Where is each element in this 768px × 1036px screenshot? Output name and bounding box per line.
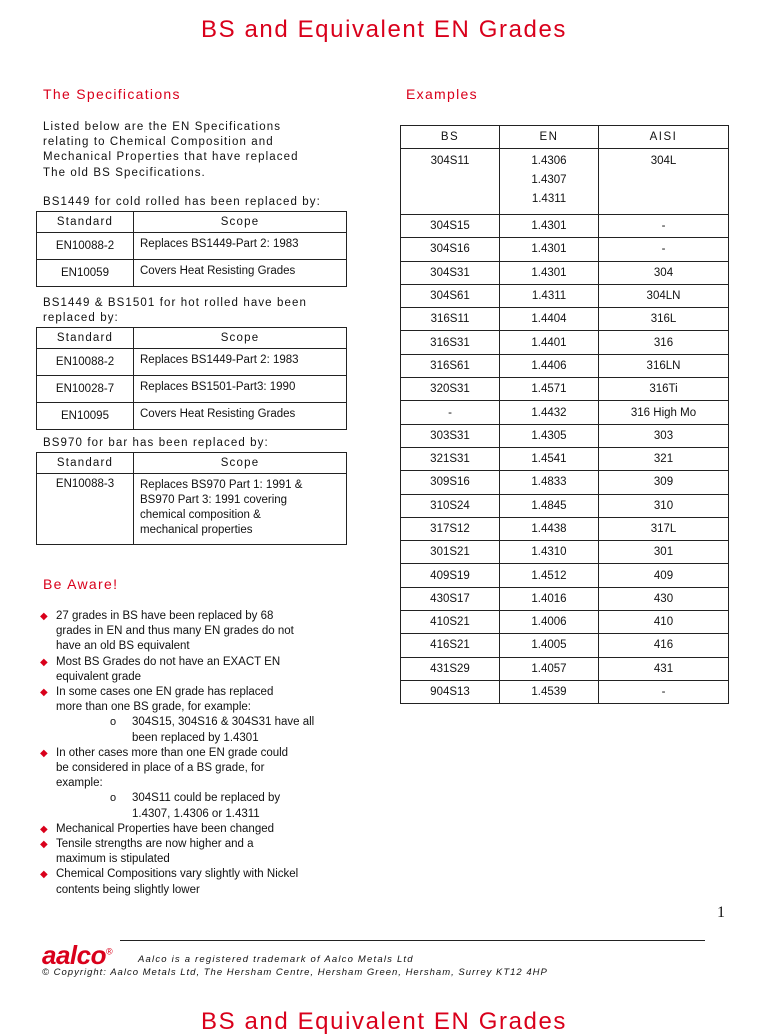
- list-item: [40, 609, 370, 655]
- table-row: [401, 494, 729, 517]
- table-row: [401, 284, 729, 307]
- en-cell: 1.4311: [500, 284, 599, 307]
- table-row: [401, 447, 729, 470]
- bs-cell: 416S21: [401, 634, 500, 657]
- list-item-line: example:: [56, 777, 103, 790]
- en-cell: 1.4541: [500, 447, 599, 470]
- list-item-line: grades in EN and thus many EN grades do not: [56, 625, 294, 638]
- list-item-line: In some cases one EN grade has replaced: [56, 686, 274, 699]
- column-header: Standard: [37, 453, 134, 474]
- en-cell: 1.4401: [500, 331, 599, 354]
- list-item-line: In other cases more than one EN grade could: [56, 746, 289, 759]
- list-item-line: Most BS Grades do not have an EXACT EN: [56, 655, 281, 668]
- table-row: [37, 474, 347, 545]
- bs-cell: 316S31: [401, 331, 500, 354]
- column-header: Scope: [134, 453, 347, 474]
- en-cell: 1.4845: [500, 494, 599, 517]
- en-cell: 1.4404: [500, 308, 599, 331]
- diamond-bullet-icon: ◆: [40, 823, 48, 835]
- list-item-line: 27 grades in BS have been replaced by 68: [56, 610, 274, 622]
- en-cell: 1.4305: [500, 424, 599, 447]
- intro-line: relating to Chemical Composition and: [43, 136, 274, 149]
- table-row: [401, 680, 729, 703]
- scope-cell: Replaces BS1449-Part 2: 1983: [134, 349, 347, 376]
- examples-heading: Examples: [406, 86, 478, 102]
- table-row: [37, 233, 347, 260]
- aisi-cell: 430: [599, 587, 729, 610]
- en-cell: 1.4539: [500, 680, 599, 703]
- standard-cell: EN10088-2: [37, 349, 134, 376]
- scope-cell: Covers Heat Resisting Grades: [134, 260, 347, 287]
- en-cell: 1.4833: [500, 471, 599, 494]
- table-row: [401, 378, 729, 401]
- diamond-bullet-icon: ◆: [40, 839, 48, 851]
- bs-cell: 301S21: [401, 541, 500, 564]
- en-value: 1.4306: [531, 155, 567, 167]
- list-item-line: be considered in place of a BS grade, for: [56, 762, 265, 775]
- bs-cell: 309S16: [401, 471, 500, 494]
- table-row: [401, 424, 729, 447]
- standard-cell: EN10088-2: [37, 233, 134, 260]
- standard-cell: EN10088-3: [37, 474, 134, 545]
- en-cell: 1.4301: [500, 238, 599, 261]
- bs-cell: 904S13: [401, 680, 500, 703]
- en-cell: 1.4310: [500, 541, 599, 564]
- table-row: [37, 403, 347, 430]
- specifications-heading: The Specifications: [43, 86, 181, 102]
- standard-cell: EN10059: [37, 260, 134, 287]
- intro-paragraph: [43, 120, 363, 181]
- cold-rolled-table: [36, 211, 347, 287]
- aisi-cell: 316LN: [599, 354, 729, 377]
- bs-cell: 430S17: [401, 587, 500, 610]
- page-number: 1: [717, 904, 725, 921]
- en-cell: 1.4005: [500, 634, 599, 657]
- scope-line: mechanical properties: [140, 524, 253, 536]
- en-cell: 1.4406: [500, 354, 599, 377]
- scope-line: chemical composition &: [140, 509, 261, 521]
- list-item: [40, 867, 370, 897]
- diamond-bullet-icon: ◆: [40, 687, 48, 699]
- table-row: [37, 260, 347, 287]
- scope-cell: Replaces BS1449-Part 2: 1983: [134, 233, 347, 260]
- bar-caption: [43, 436, 363, 451]
- table-header-row: [401, 126, 729, 149]
- aisi-cell: 431: [599, 657, 729, 680]
- table-row: [401, 611, 729, 634]
- column-header: Scope: [134, 328, 347, 349]
- bs-cell: 321S31: [401, 447, 500, 470]
- caption-text: BS1449 & BS1501 for hot rolled have been: [43, 297, 307, 309]
- caption-text: BS970 for bar has been replaced by:: [43, 437, 269, 449]
- table-row: [401, 541, 729, 564]
- examples-table: [400, 125, 729, 704]
- sub-list-item: [40, 791, 370, 821]
- list-item: [40, 822, 370, 837]
- aisi-cell: 409: [599, 564, 729, 587]
- aisi-cell: 301: [599, 541, 729, 564]
- column-header-aisi: AISI: [599, 126, 729, 149]
- bs-cell: 410S21: [401, 611, 500, 634]
- intro-line: The old BS Specifications.: [43, 166, 206, 179]
- table-row: [401, 149, 729, 215]
- page-title: BS and Equivalent EN Grades: [200, 16, 568, 43]
- column-header-en: EN: [500, 126, 599, 149]
- bs-cell: 316S11: [401, 308, 500, 331]
- sub-list-item: [40, 715, 370, 745]
- aisi-cell: 316: [599, 331, 729, 354]
- bs-cell: 304S11: [401, 149, 500, 215]
- aisi-cell: -: [599, 215, 729, 238]
- en-cell: 1.4301: [500, 261, 599, 284]
- list-item-line: Mechanical Properties have been changed: [56, 822, 275, 835]
- bs-cell: 409S19: [401, 564, 500, 587]
- aisi-cell: -: [599, 238, 729, 261]
- table-header-row: [37, 328, 347, 349]
- aisi-cell: 316 High Mo: [599, 401, 729, 424]
- list-item-line: contents being slightly lower: [56, 883, 200, 896]
- table-row: [401, 238, 729, 261]
- intro-line: Listed below are the EN Specifications: [43, 121, 282, 133]
- list-item-line: Chemical Compositions vary slightly with Nickel: [56, 868, 299, 881]
- en-cell: 1.4016: [500, 587, 599, 610]
- bs-cell: 431S29: [401, 657, 500, 680]
- scope-cell: Replaces BS1501-Part3: 1990: [134, 376, 347, 403]
- trademark-notice: Aalco is a registered trademark of Aalco Metals Ltd: [138, 954, 414, 965]
- diamond-bullet-icon: ◆: [40, 611, 48, 622]
- caption-text: BS1449 for cold rolled has been replaced by:: [43, 196, 321, 208]
- en-cell: 1.4438: [500, 517, 599, 540]
- bs-cell: 317S12: [401, 517, 500, 540]
- en-value: 1.4307: [531, 174, 567, 186]
- examples-table-body: [401, 149, 729, 704]
- aisi-cell: 310: [599, 494, 729, 517]
- standard-cell: EN10028-7: [37, 376, 134, 403]
- table-row: [401, 587, 729, 610]
- diamond-bullet-icon: ◆: [40, 747, 48, 759]
- diamond-bullet-icon: ◆: [40, 869, 48, 881]
- table-row: [401, 331, 729, 354]
- aisi-cell: 304L: [599, 149, 729, 215]
- bar-table: [36, 452, 347, 545]
- aisi-cell: 309: [599, 471, 729, 494]
- table-row: [37, 349, 347, 376]
- circle-bullet-icon: o: [110, 716, 117, 729]
- bs-cell: 304S15: [401, 215, 500, 238]
- aisi-cell: 316Ti: [599, 378, 729, 401]
- circle-bullet-icon: o: [110, 792, 117, 805]
- table-row: [401, 657, 729, 680]
- table-row: [37, 376, 347, 403]
- aisi-cell: 416: [599, 634, 729, 657]
- footer-divider: [120, 940, 705, 941]
- list-item: [40, 655, 370, 685]
- column-header: Scope: [134, 212, 347, 233]
- bs-cell: 310S24: [401, 494, 500, 517]
- en-cell: [500, 149, 599, 215]
- sub-list-item-line: 1.4307, 1.4306 or 1.4311: [132, 807, 260, 820]
- be-aware-list: [40, 609, 370, 898]
- en-cell: 1.4006: [500, 611, 599, 634]
- table-header-row: [37, 212, 347, 233]
- en-cell: 1.4432: [500, 401, 599, 424]
- table-row: [401, 401, 729, 424]
- registered-mark: ®: [106, 946, 113, 957]
- intro-line: Mechanical Properties that have replaced: [43, 151, 299, 164]
- bs-cell: -: [401, 401, 500, 424]
- next-page-title: BS and Equivalent EN Grades: [200, 1008, 568, 1035]
- sub-list-item-line: 304S15, 304S16 & 304S31 have all: [132, 716, 315, 729]
- bs-cell: 316S61: [401, 354, 500, 377]
- aisi-cell: 410: [599, 611, 729, 634]
- list-item-line: equivalent grade: [56, 670, 142, 683]
- column-header: Standard: [37, 328, 134, 349]
- scope-line: BS970 Part 3: 1991 covering: [140, 494, 288, 506]
- bs-cell: 304S31: [401, 261, 500, 284]
- en-cell: 1.4571: [500, 378, 599, 401]
- en-cell: 1.4057: [500, 657, 599, 680]
- bs-cell: 320S31: [401, 378, 500, 401]
- en-cell: 1.4512: [500, 564, 599, 587]
- table-row: [401, 471, 729, 494]
- table-row: [401, 308, 729, 331]
- bs-cell: 304S61: [401, 284, 500, 307]
- list-item: [40, 837, 370, 867]
- hot-rolled-table: [36, 327, 347, 430]
- aisi-cell: 304LN: [599, 284, 729, 307]
- caption-text: replaced by:: [43, 312, 119, 325]
- bs-cell: 303S31: [401, 424, 500, 447]
- table-row: [401, 261, 729, 284]
- scope-cell: [134, 474, 347, 545]
- cold-rolled-caption: [43, 195, 363, 210]
- column-header-bs: BS: [401, 126, 500, 149]
- hot-rolled-caption: [43, 296, 363, 326]
- scope-line: Replaces BS970 Part 1: 1991 &: [140, 479, 303, 491]
- logo-text: aalco: [42, 940, 106, 970]
- table-row: [401, 215, 729, 238]
- list-item-line: Tensile strengths are now higher and a: [56, 838, 254, 851]
- column-header: Standard: [37, 212, 134, 233]
- list-item: [40, 685, 370, 715]
- list-item: [40, 746, 370, 792]
- aisi-cell: 303: [599, 424, 729, 447]
- sub-list-item-line: been replaced by 1.4301: [132, 731, 259, 744]
- standard-cell: EN10095: [37, 403, 134, 430]
- en-cell: 1.4301: [500, 215, 599, 238]
- list-item-line: have an old BS equivalent: [56, 640, 190, 653]
- aisi-cell: 304: [599, 261, 729, 284]
- en-value: 1.4311: [531, 193, 567, 205]
- sub-list-item-line: 304S11 could be replaced by: [132, 792, 281, 805]
- table-row: [401, 564, 729, 587]
- diamond-bullet-icon: ◆: [40, 656, 48, 668]
- aisi-cell: 321: [599, 447, 729, 470]
- aisi-cell: 317L: [599, 517, 729, 540]
- table-row: [401, 634, 729, 657]
- copyright-notice: © Copyright: Aalco Metals Ltd, The Hersham Centre, Hersham Green, Hersham, Surrey KT12 4HP: [42, 967, 548, 978]
- list-item-line: more than one BS grade, for example:: [56, 701, 251, 714]
- list-item-line: maximum is stipulated: [56, 853, 170, 866]
- table-header-row: [37, 453, 347, 474]
- scope-cell: Covers Heat Resisting Grades: [134, 403, 347, 430]
- table-row: [401, 354, 729, 377]
- aisi-cell: -: [599, 680, 729, 703]
- aisi-cell: 316L: [599, 308, 729, 331]
- table-row: [401, 517, 729, 540]
- be-aware-heading: Be Aware!: [43, 576, 119, 592]
- bs-cell: 304S16: [401, 238, 500, 261]
